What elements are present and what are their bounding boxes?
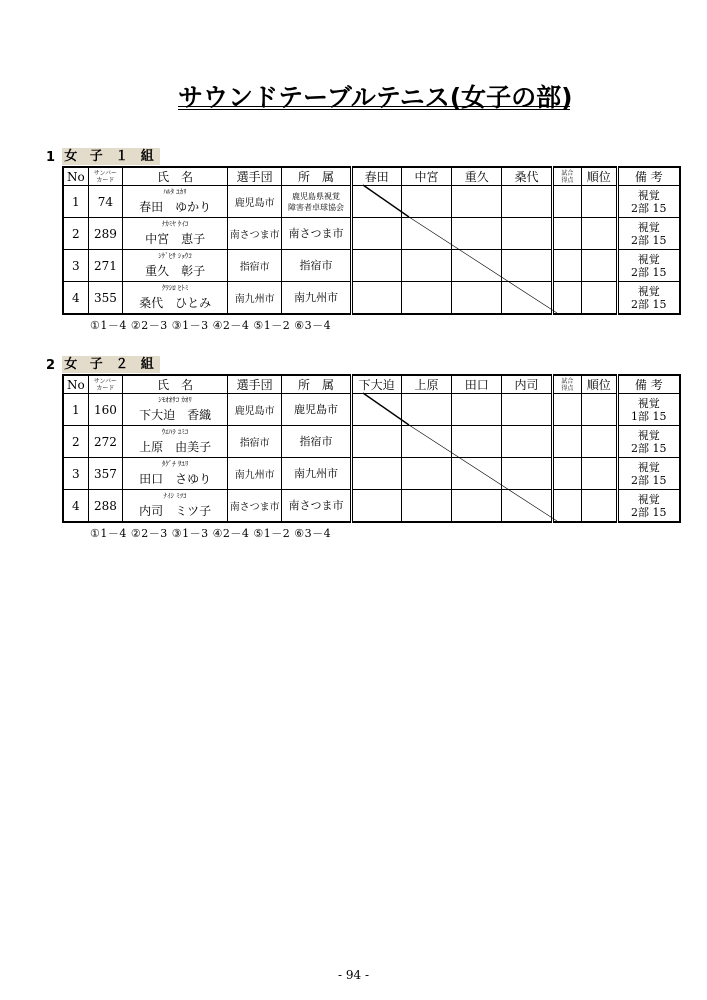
player-name: 春田 ゆかり — [139, 200, 212, 214]
note-line-2: 2部 15 — [631, 473, 667, 487]
player-no: 4 — [63, 490, 88, 523]
header-score: 試合 得点 — [552, 167, 581, 186]
league-table — [62, 374, 681, 523]
header-card: サンバー カード — [88, 375, 123, 394]
page-title: サウンドテーブルテニス(女子の部) — [178, 83, 573, 112]
player-team: 指宿市 — [227, 250, 281, 282]
player-affiliation: 南さつま市 — [282, 490, 351, 523]
result-cell — [351, 426, 401, 458]
player-row — [63, 394, 680, 426]
player-affiliation: 鹿児島市 — [282, 394, 351, 426]
player-kana: ﾅｶﾐﾔ ｹｲｺ — [161, 220, 189, 228]
player-affiliation: 南九州市 — [282, 282, 351, 315]
result-cell — [351, 218, 401, 250]
player-no: 4 — [63, 282, 88, 315]
header-note: 備 考 — [617, 167, 680, 186]
header-rank: 順位 — [582, 375, 618, 394]
player-team: 鹿児島市 — [227, 186, 281, 218]
header-team: 選手団 — [227, 167, 281, 186]
header-affiliation: 所 属 — [282, 167, 351, 186]
player-row — [63, 186, 680, 218]
player-note — [617, 186, 680, 218]
rank-cell — [582, 186, 618, 218]
header-opponent: 中宮 — [401, 167, 451, 186]
note-line-2: 1部 15 — [631, 409, 667, 423]
player-affiliation: 指宿市 — [282, 426, 351, 458]
result-cell — [502, 394, 552, 426]
player-name: 中宮 恵子 — [145, 232, 206, 246]
note-line-2: 2部 15 — [631, 297, 667, 311]
score-cell — [552, 490, 581, 523]
player-team: 指宿市 — [227, 426, 281, 458]
result-cell — [452, 186, 502, 218]
result-cell — [351, 490, 401, 523]
player-no: 2 — [63, 426, 88, 458]
header-score: 試合 得点 — [552, 375, 581, 394]
player-name-cell — [123, 282, 228, 315]
header-card: サンバー カード — [88, 167, 123, 186]
result-cell — [351, 394, 401, 426]
player-card: 271 — [88, 250, 123, 282]
rank-cell — [582, 426, 618, 458]
header-opponent: 重久 — [452, 167, 502, 186]
player-affiliation: 鹿児島県視覚 障害者卓球協会 — [282, 186, 351, 218]
player-name-cell — [123, 426, 228, 458]
player-kana: ﾅｲｼ ﾐﾂｺ — [163, 492, 187, 500]
result-cell — [502, 458, 552, 490]
score-cell — [552, 218, 581, 250]
player-card: 160 — [88, 394, 123, 426]
note-line-2: 2部 15 — [631, 265, 667, 279]
page-number: - 94 - — [337, 968, 369, 982]
player-kana: ｼｹﾞﾋｻ ｼｮｳｺ — [158, 252, 192, 260]
player-note — [617, 250, 680, 282]
score-cell — [552, 250, 581, 282]
note-line-2: 2部 15 — [631, 201, 667, 215]
score-cell — [552, 186, 581, 218]
player-note — [617, 458, 680, 490]
player-team: 南九州市 — [227, 458, 281, 490]
player-name-cell — [123, 186, 228, 218]
player-card: 355 — [88, 282, 123, 315]
header-opponent: 田口 — [452, 375, 502, 394]
player-team: 鹿児島市 — [227, 394, 281, 426]
header-opponent: 内司 — [502, 375, 552, 394]
player-name-cell — [123, 218, 228, 250]
result-cell — [401, 282, 451, 315]
result-cell — [452, 250, 502, 282]
player-row — [63, 218, 680, 250]
group-label: 女 子 １ 組 — [62, 148, 160, 165]
header-name: 氏 名 — [123, 375, 228, 394]
result-cell — [351, 250, 401, 282]
header-opponent: 春田 — [351, 167, 401, 186]
league-table — [62, 166, 681, 315]
result-cell — [452, 394, 502, 426]
rank-cell — [582, 394, 618, 426]
player-row — [63, 282, 680, 315]
player-no: 3 — [63, 458, 88, 490]
player-kana: ｳｴﾊﾗ ﾕﾐｺ — [161, 428, 189, 436]
result-cell — [351, 458, 401, 490]
score-cell — [552, 282, 581, 315]
player-note — [617, 218, 680, 250]
result-cell — [452, 218, 502, 250]
result-cell — [351, 282, 401, 315]
rank-cell — [582, 458, 618, 490]
player-name: 内司 ミツ子 — [139, 504, 212, 518]
player-name-cell — [123, 458, 228, 490]
result-cell — [401, 218, 451, 250]
player-team: 南さつま市 — [227, 218, 281, 250]
group-number: 2 — [46, 358, 56, 373]
player-name: 田口 さゆり — [139, 472, 212, 486]
match-order: ①1－4 ②2－3 ③1－3 ④2－4 ⑤1－2 ⑥3－4 — [90, 319, 332, 332]
player-card: 272 — [88, 426, 123, 458]
player-note — [617, 426, 680, 458]
result-cell — [401, 250, 451, 282]
player-no: 1 — [63, 394, 88, 426]
score-cell — [552, 458, 581, 490]
result-cell — [502, 426, 552, 458]
player-name-cell — [123, 490, 228, 523]
player-card: 288 — [88, 490, 123, 523]
player-row — [63, 490, 680, 523]
player-kana: ｸﾜｼﾛ ﾋﾄﾐ — [161, 284, 189, 292]
player-note — [617, 282, 680, 315]
header-affiliation: 所 属 — [282, 375, 351, 394]
player-row — [63, 250, 680, 282]
player-no: 3 — [63, 250, 88, 282]
result-cell — [401, 490, 451, 523]
title-underline — [178, 106, 570, 110]
header-no: No — [63, 167, 88, 186]
player-no: 1 — [63, 186, 88, 218]
result-cell — [452, 426, 502, 458]
note-line-1: 視覚 — [637, 220, 660, 234]
group-label: 女 子 ２ 組 — [62, 356, 160, 373]
result-cell — [401, 458, 451, 490]
result-cell — [502, 186, 552, 218]
result-cell — [502, 490, 552, 523]
player-team: 南さつま市 — [227, 490, 281, 523]
note-line-1: 視覚 — [637, 492, 660, 506]
result-cell — [502, 250, 552, 282]
player-name-cell — [123, 250, 228, 282]
header-note: 備 考 — [617, 375, 680, 394]
score-cell — [552, 426, 581, 458]
rank-cell — [582, 282, 618, 315]
result-cell — [452, 282, 502, 315]
match-order: ①1－4 ②2－3 ③1－3 ④2－4 ⑤1－2 ⑥3－4 — [90, 527, 332, 540]
rank-cell — [582, 250, 618, 282]
player-row — [63, 426, 680, 458]
player-card: 74 — [88, 186, 123, 218]
note-line-1: 視覚 — [637, 284, 660, 298]
player-team: 南九州市 — [227, 282, 281, 315]
player-affiliation: 南九州市 — [282, 458, 351, 490]
header-name: 氏 名 — [123, 167, 228, 186]
result-cell — [401, 426, 451, 458]
note-line-1: 視覚 — [637, 252, 660, 266]
group-number: 1 — [46, 150, 56, 165]
header-opponent: 下大迫 — [351, 375, 401, 394]
player-affiliation: 指宿市 — [282, 250, 351, 282]
player-row — [63, 458, 680, 490]
header-team: 選手団 — [227, 375, 281, 394]
player-name: 下大迫 香織 — [139, 408, 212, 422]
player-name-cell — [123, 394, 228, 426]
player-name: 重久 彰子 — [145, 264, 206, 278]
header-opponent: 桑代 — [502, 167, 552, 186]
rank-cell — [582, 490, 618, 523]
header-opponent: 上原 — [401, 375, 451, 394]
note-line-1: 視覚 — [637, 396, 660, 410]
header-no: No — [63, 375, 88, 394]
result-cell — [401, 394, 451, 426]
player-name: 上原 由美子 — [139, 440, 212, 454]
player-name: 桑代 ひとみ — [139, 296, 212, 310]
result-cell — [351, 186, 401, 218]
note-line-1: 視覚 — [637, 460, 660, 474]
player-note — [617, 490, 680, 523]
player-kana: ﾊﾙﾀ ﾕｶﾘ — [163, 188, 187, 196]
player-card: 357 — [88, 458, 123, 490]
note-line-2: 2部 15 — [631, 233, 667, 247]
note-line-2: 2部 15 — [631, 441, 667, 455]
player-no: 2 — [63, 218, 88, 250]
result-cell — [502, 218, 552, 250]
result-cell — [502, 282, 552, 315]
score-cell — [552, 394, 581, 426]
note-line-2: 2部 15 — [631, 505, 667, 519]
note-line-1: 視覚 — [637, 188, 660, 202]
player-kana: ﾀｸﾞﾁ ｻﾕﾘ — [161, 460, 189, 468]
result-cell — [452, 458, 502, 490]
note-line-1: 視覚 — [637, 428, 660, 442]
player-affiliation: 南さつま市 — [282, 218, 351, 250]
player-note — [617, 394, 680, 426]
result-cell — [401, 186, 451, 218]
header-rank: 順位 — [582, 167, 618, 186]
player-kana: ｼﾓｵｵｻｺ ｶｵﾘ — [158, 396, 192, 404]
rank-cell — [582, 218, 618, 250]
result-cell — [452, 490, 502, 523]
player-card: 289 — [88, 218, 123, 250]
